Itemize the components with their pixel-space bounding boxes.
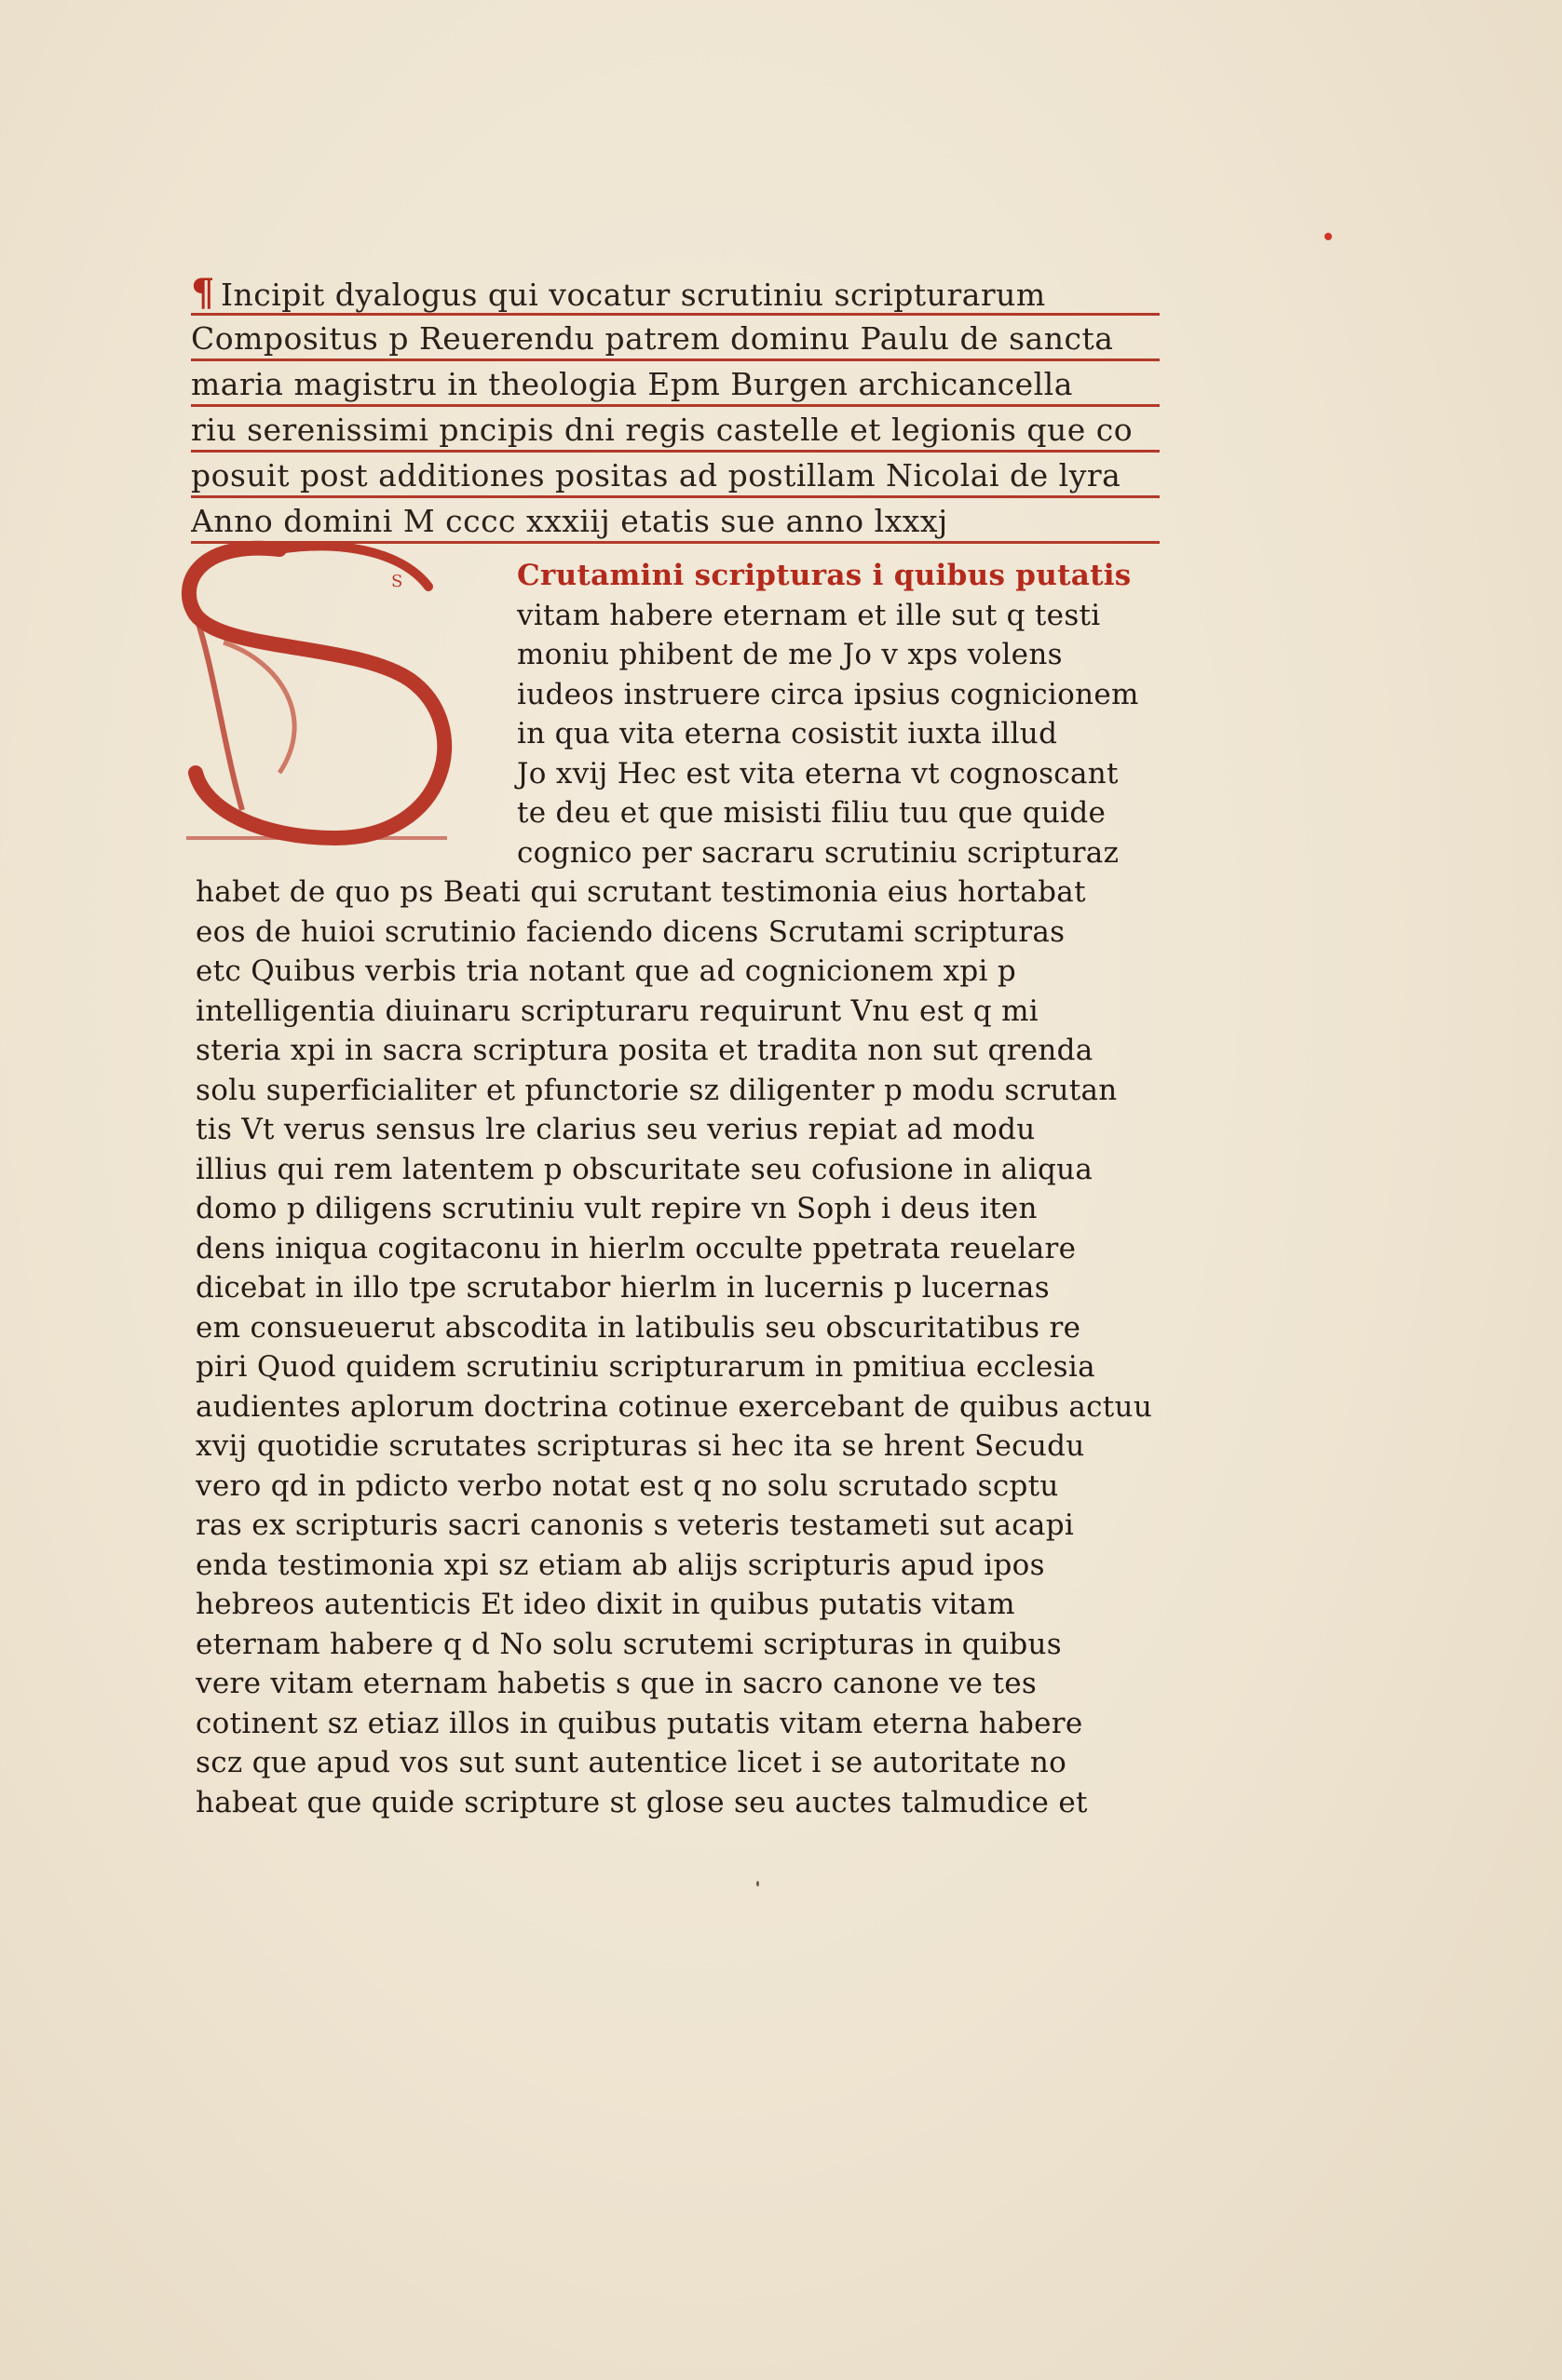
- body-line: steria xpi in sacra scriptura posita et tradita non sut qrenda: [196, 1034, 1093, 1067]
- body-line: vere vitam eternam habetis s que in sacro canone ve tes: [196, 1667, 1038, 1700]
- initial-letter-text: S: [391, 572, 403, 591]
- incipit-line-3: maria magistru in theologia Epm Burgen archicancella: [191, 365, 1160, 407]
- body-line: scz que apud vos sut sunt autentice licet i se autoritate no: [196, 1746, 1067, 1779]
- body-line: etc Quibus verbis tria notant que ad cognicionem xpi p: [196, 954, 1017, 988]
- body-line: moniu phibent de me Jo v xps volens: [517, 638, 1063, 671]
- body-line: habeat que quide scripture st glose seu auctes talmudice et: [196, 1785, 1088, 1819]
- body-line: in qua vita eterna cosistit iuxta illud: [517, 717, 1058, 751]
- body-line: iudeos instruere circa ipsius cognicionem: [517, 677, 1139, 711]
- incipit-line-6: Anno domini M cccc xxxiij etatis sue anno lxxxj: [191, 502, 1160, 544]
- body-line: xvij quotidie scrutates scripturas si hec ita se hrent Secudu: [196, 1429, 1085, 1463]
- incipit-line-5: posuit post additiones positas ad postillam Nicolai de lyra: [191, 456, 1160, 498]
- body-line: intelligentia diuinaru scripturaru requirunt Vnu est q mi: [196, 994, 1039, 1028]
- body-line: eternam habere q d No solu scrutemi scripturas in quibus: [196, 1627, 1062, 1661]
- body-line: piri Quod quidem scrutiniu scripturarum in pmitiua ecclesia: [196, 1350, 1095, 1384]
- body-line: illius qui rem latentem p obscuritate seu cofusione in aliqua: [196, 1152, 1093, 1186]
- body-line: ras ex scripturis sacri canonis s veteris testameti sut acapi: [196, 1508, 1075, 1542]
- body-line: hebreos autenticis Et ideo dixit in quibus putatis vitam: [196, 1588, 1015, 1621]
- red-speck: [1324, 233, 1332, 240]
- incipit-line-1: ¶ Incipit dyalogus qui vocatur scrutiniu scripturarum: [191, 274, 1160, 316]
- paper-speck: [756, 1881, 759, 1886]
- body-line: cognico per sacraru scrutiniu scripturaz: [517, 835, 1120, 870]
- body-line: tis Vt verus sensus lre clarius seu verius repiat ad modu: [196, 1113, 1036, 1146]
- body-line: dens iniqua cogitaconu in hierlm occulte ppetrata reuelare: [196, 1231, 1077, 1265]
- incipit-block: [191, 274, 1160, 548]
- body-line: Crutamini scripturas i quibus putatis: [517, 559, 1132, 592]
- pilcrow-mark: ¶: [191, 274, 215, 315]
- body-line: te deu et que misisti filiu tuu que quide: [517, 796, 1107, 830]
- body-line: dicebat in illo tpe scrutabor hierlm in lucernis p lucernas: [196, 1271, 1050, 1305]
- body-line: vero qd in pdicto verbo notat est q no solu scrutado scptu: [196, 1468, 1059, 1503]
- body-line: eos de huioi scrutinio faciendo dicens Scrutami scripturas: [196, 914, 1066, 949]
- body-line: enda testimonia xpi sz etiam ab alijs scripturis apud ipos: [196, 1548, 1045, 1582]
- body-line: em consueuerut abscodita in latibulis seu obscuritatibus re: [196, 1310, 1081, 1345]
- body-line: audientes aplorum doctrina cotinue exercebant de quibus actuu: [196, 1389, 1153, 1424]
- body-text: [196, 556, 1164, 1822]
- body-line: habet de quo ps Beati qui scrutant testimonia eius hortabat: [196, 875, 1086, 909]
- incipit-line-2: Compositus p Reuerendu patrem dominu Paulu de sancta: [191, 319, 1160, 361]
- incipit-line-4: riu serenissimi pncipis dni regis castelle et legionis que co: [191, 411, 1160, 453]
- body-line: domo p diligens scrutiniu vult repire vn Soph i deus iten: [196, 1192, 1038, 1225]
- body-line: vitam habere eternam et ille sut q testi: [517, 598, 1101, 632]
- body-line: solu superficialiter et pfunctorie sz diligenter p modu scrutan: [196, 1073, 1118, 1107]
- body-line: cotinent sz etiaz illos in quibus putatis vitam eterna habere: [196, 1706, 1083, 1740]
- body-line: Jo xvij Hec est vita eterna vt cognoscant: [517, 756, 1119, 791]
